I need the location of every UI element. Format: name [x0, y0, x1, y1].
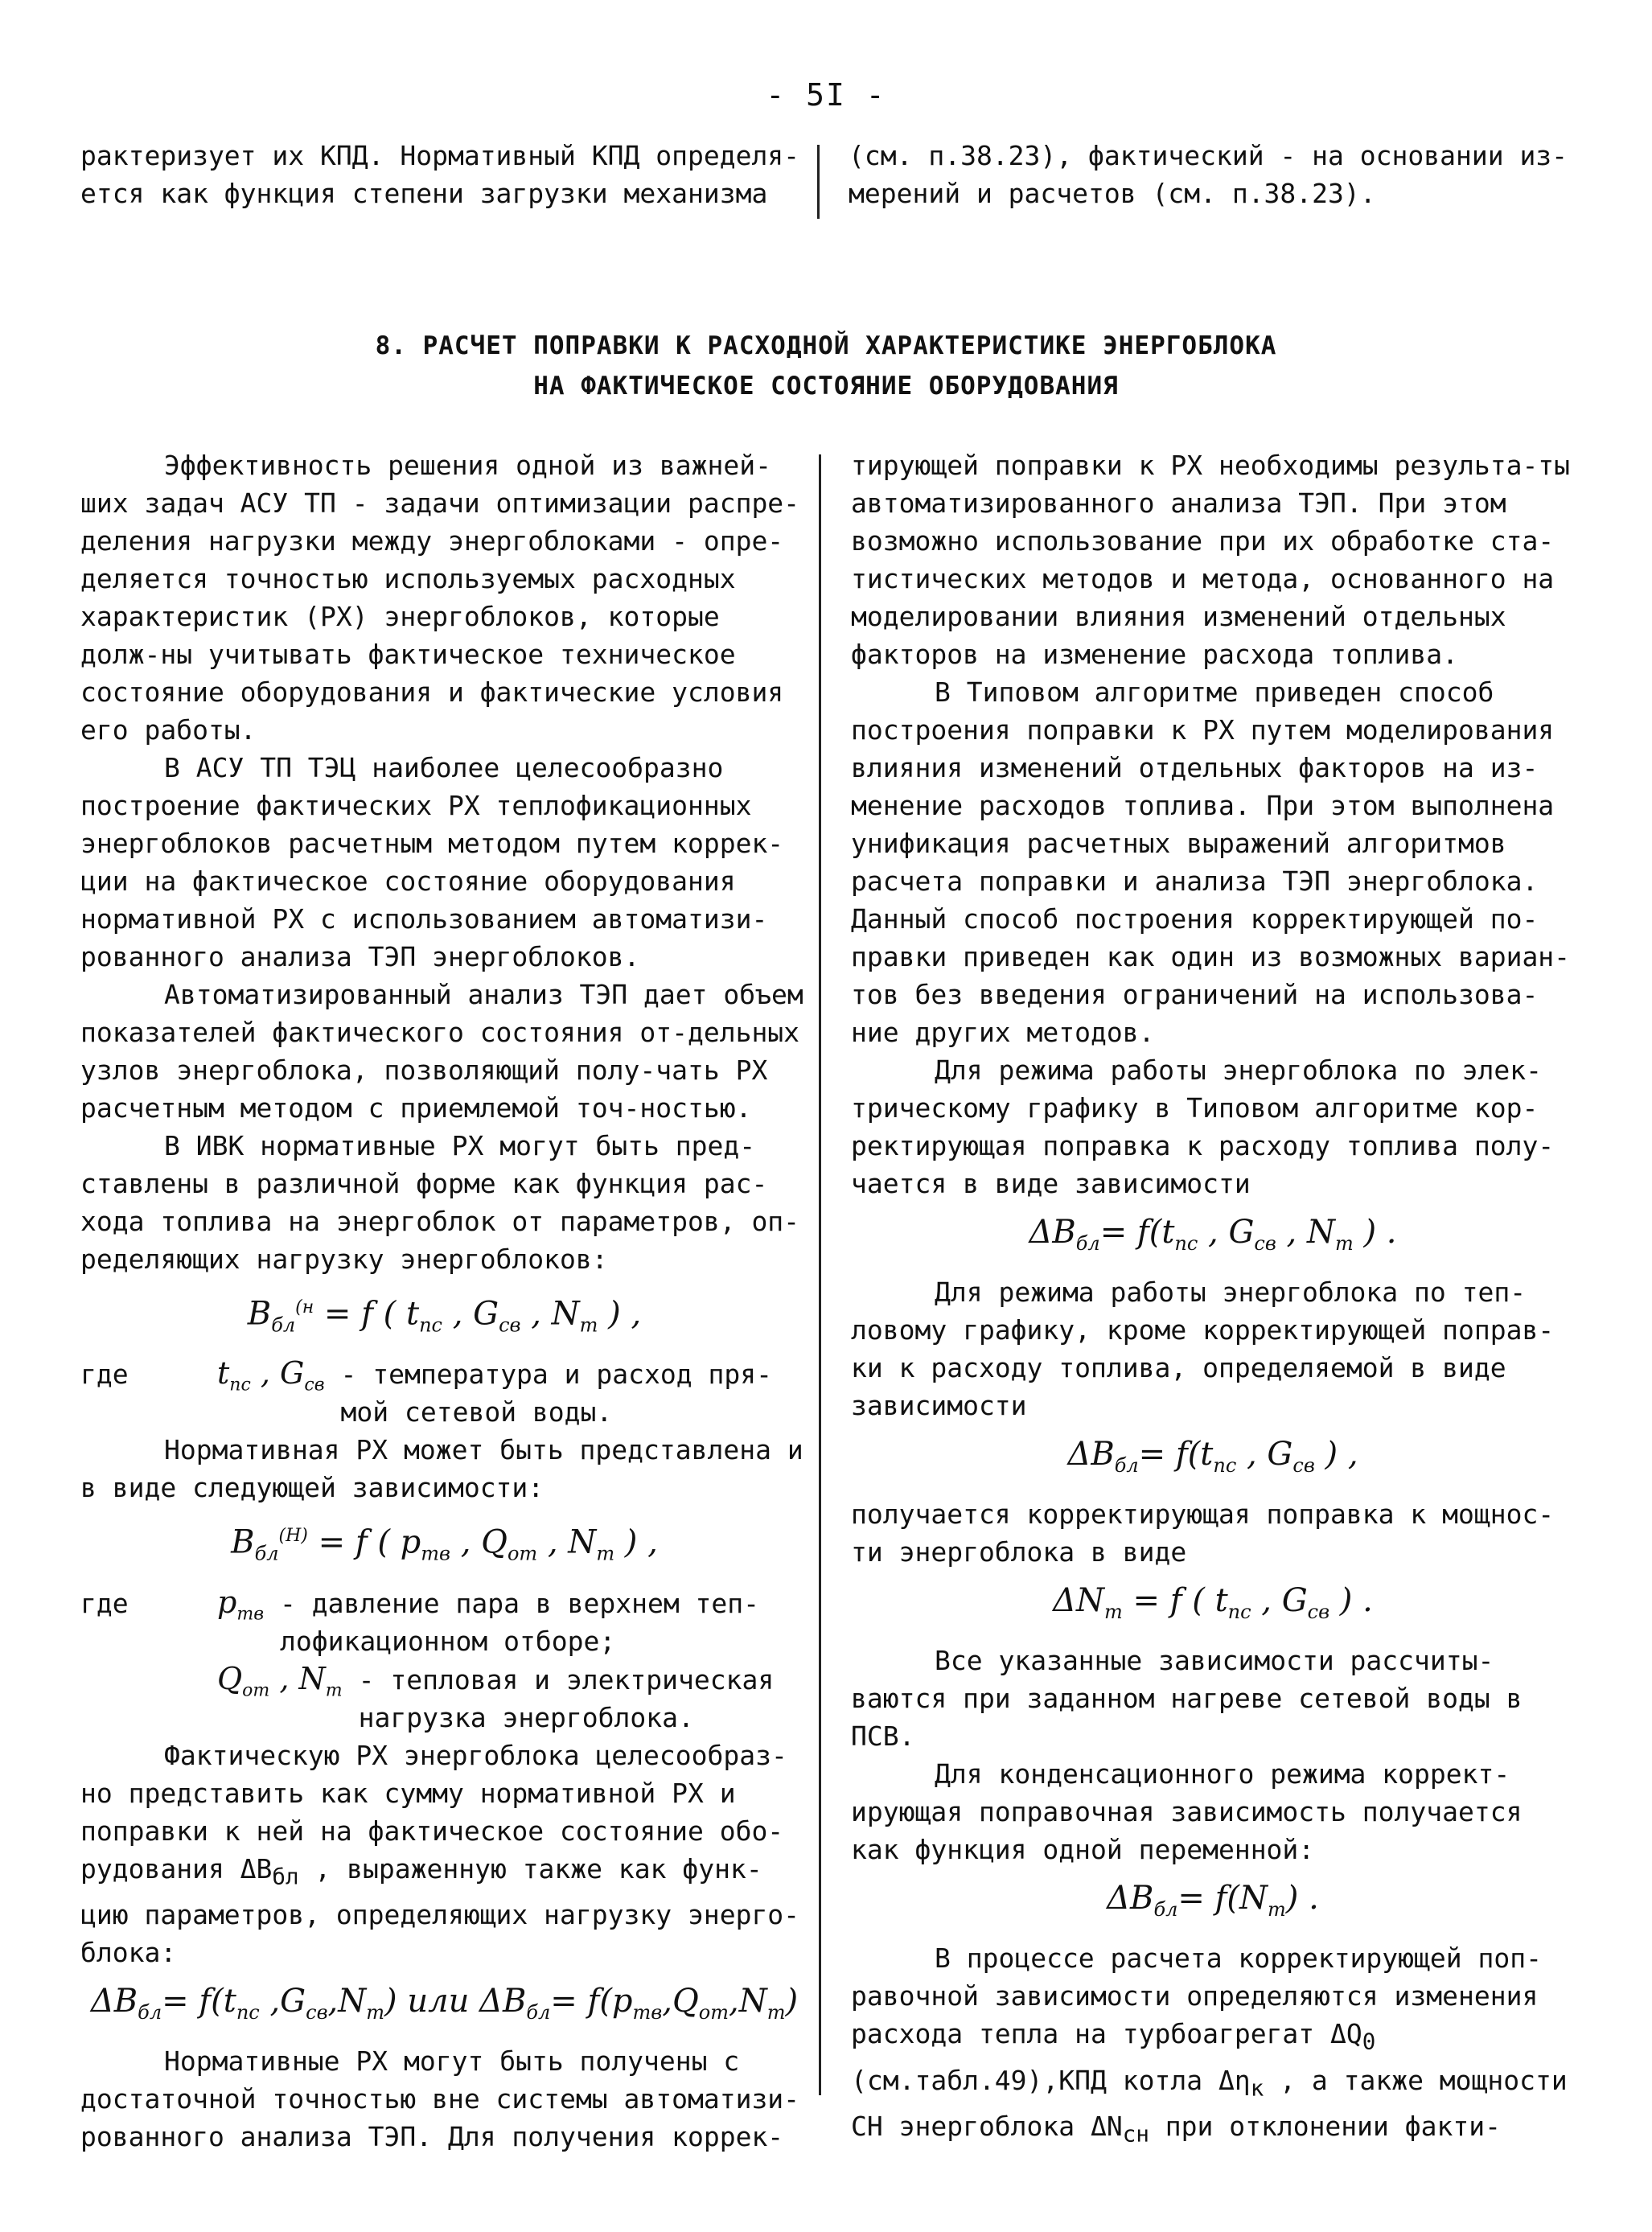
definition-text: - температура и расход пря-мой сетевой воды.: [340, 1359, 772, 1428]
top-left-line-1: рактеризует их КПД. Нормативный КПД определя-: [80, 140, 800, 171]
paragraph: Нормативные РХ могут быть получены с достаточной точностью вне системы автоматизи-рованного анализа ТЭП. Для получения коррек-: [80, 2045, 800, 2153]
paragraph: В процессе расчета корректирующей поп-равочной зависимости определяются изменения расхода тепла на турбоагрегат $\Delta Q_0$ (см.табл.49),КПД котла $\Delta\eta_к$ , а также мощности СН энергоблока $\Delta N_{сн}$ при отклонении факти-: [851, 1942, 1568, 2148]
formula-electric-mode: $\Delta B_{бл}= f(t_{пс}$ , $G_{св}$ , $N_т$ ) .: [1029, 1214, 1397, 1255]
formula-normative-rx-2: $B_{бл}^{(Н)} = f$ ( $p_{тв}$ , $Q_{от}$ , $N_т$ ) ,: [231, 1523, 658, 1565]
paragraph: тирующей поправки к РХ необходимы результа-ты автоматизированного анализа ТЭП. При этом возможно использование при их обработке ста-тистических методов и метода, основанного на моделировании влияния изменений отдельных факторов на изменение расхода топлива.: [851, 450, 1571, 670]
left-column: [80, 446, 808, 2156]
definition-symbol: $p_{тв}$: [217, 1584, 264, 1625]
formula-heat-mode-power: $\Delta N_т = f$ ( $t_{пс}$ , $G_{св}$ ) .: [1053, 1582, 1373, 1623]
paragraph: Для режима работы энергоблока по элек-трическому графику в Типовом алгоритме кор-ректирующая поправка к расходу топлива полу-чается в виде зависимости: [851, 1054, 1555, 1199]
formula-correction: $\Delta B_{бл}= f(t_{пс}$ $,G_{св},N_т$) или $\Delta B_{бл}= f(p_{тв},Q_{от},N_т)$: [90, 1983, 799, 2024]
formula-heat-mode-fuel: $\Delta B_{бл}= f(t_{пс}$ , $G_{св}$ ) ,: [1067, 1436, 1358, 1477]
definition-row: [80, 1660, 808, 1737]
paragraph: Нормативная РХ может быть представлена и в виде следующей зависимости:: [80, 1434, 803, 1504]
definition-text: - давление пара в верхнем теп-лофикационном отборе;: [280, 1587, 760, 1657]
top-left-line-2: ется как функция степени загрузки механизма: [80, 178, 768, 209]
column-divider: [819, 454, 821, 2095]
section-heading: [0, 326, 1652, 406]
paragraph: В Типовом алгоритме приведен способ построения поправки к РХ путем моделирования влияния изменений отдельных факторов на из-менение расходов топлива. При этом выполнена унификация расчетных выражений алгоритмов расчета поправки и анализа ТЭП энергоблока. Данный способ построения корректирующей по-правки приведен как один из возможных вариан-тов без введения ограничений на использова-ние других методов.: [851, 676, 1571, 1048]
paragraph: Фактическую РХ энергоблока целесообраз-но представить как сумму нормативной РХ и поправки к ней на фактическое состояние обо-рудования $\Delta B_{бл}$ , выраженную также как функ-цию параметров, определяющих нагрузку энерго-блока:: [80, 1739, 800, 1969]
section-title-line-2: НА ФАКТИЧЕСКОЕ СОСТОЯНИЕ ОБОРУДОВАНИЯ: [533, 372, 1119, 401]
page-number: - 5I -: [766, 77, 886, 113]
paragraph: получается корректирующая поправка к мощнос-ти энергоблока в виде: [851, 1498, 1555, 1568]
formula-condensing-mode: $\Delta B_{бл}= f(N_т)$ .: [1107, 1880, 1319, 1921]
paragraph: В АСУ ТП ТЭЦ наиболее целесообразно построение фактических РХ теплофикационных энергоблоков расчетным методом путем коррек-ции на фактическое состояние оборудования нормативной РХ с использованием автоматизи-рованного анализа ТЭП энергоблоков.: [80, 752, 784, 972]
right-column: [851, 446, 1575, 2154]
definition-where: где: [80, 1587, 129, 1619]
top-right-line-2: мерений и расчетов (см. п.38.23).: [849, 178, 1376, 209]
top-right-line-1: (см. п.38.23), фактический - на основании из-: [849, 140, 1568, 171]
paragraph: Для конденсационного режима коррект-ирующая поправочная зависимость получается как функция одной переменной:: [851, 1758, 1523, 1865]
definition-text: - тепловая и электрическая нагрузка энергоблока.: [358, 1663, 775, 1733]
top-left-column: [80, 137, 808, 212]
top-right-column: [849, 137, 1576, 212]
paragraph: Эффективность решения одной из важней-ших задач АСУ ТП - задачи оптимизации распре-деления нагрузки между энергоблоками - опре-деляется точностью используемых расходных характеристик (РХ) энергоблоков, которые долж-ны учитывать фактическое техническое состояние оборудования и фактические условия его работы.: [80, 450, 800, 746]
column-divider-top: [817, 145, 820, 219]
section-title-line-1: 8. РАСЧЕТ ПОПРАВКИ К РАСХОДНОЙ ХАРАКТЕРИСТИКЕ ЭНЕРГОБЛОКА: [375, 331, 1277, 360]
formula-normative-rx-1: $B_{бл}^{(н} = f$ ( $t_{пс}$ , $G_{св}$ , $N_т$ ) ,: [247, 1295, 642, 1337]
definition-where: где: [80, 1359, 129, 1391]
definition-symbol: $Q_{от}$ , $N_т$: [217, 1660, 343, 1701]
definition-row: [80, 1584, 808, 1660]
paragraph: Для режима работы энергоблока по теп-ловому графику, кроме корректирующей поправ-ки к расходу топлива, определяемой в виде зависимости: [851, 1276, 1555, 1421]
paragraph: В ИВК нормативные РХ могут быть пред-ставлены в различной форме как функция рас-хода топлива на энергоблок от параметров, оп-ределяющих нагрузку энергоблоков:: [80, 1130, 800, 1275]
paragraph: Все указанные зависимости рассчиты-ваются при заданном нагреве сетевой воды в ПСВ.: [851, 1645, 1523, 1752]
paragraph: Автоматизированный анализ ТЭП дает объем показателей фактического состояния от-дельных узлов энергоблока, позволяющий полу-чать РХ расчетным методом с приемлемой точ-ностью.: [80, 979, 803, 1124]
definition-symbol: $t_{пс}$ , $G_{св}$: [217, 1355, 325, 1396]
definition-row: [80, 1354, 808, 1431]
